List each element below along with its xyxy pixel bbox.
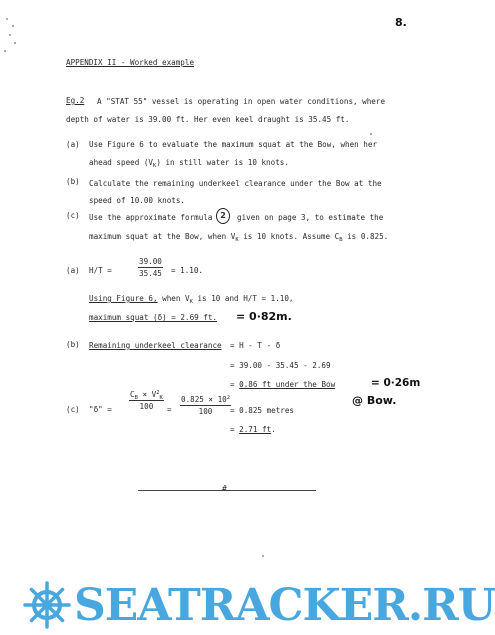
question-b-label: (b) (66, 177, 80, 186)
answer-c-final: = 2.71 ft. (230, 425, 276, 434)
answer-b-label: (b) (66, 340, 80, 349)
question-c-label: (c) (66, 211, 80, 220)
answer-b-eq-2: = 39.00 - 35.45 - 2.69 (230, 361, 331, 370)
fraction-numerator: $C_B \times V^2_K$ (130, 390, 163, 401)
question-c-line-1-pre: Use the approximate formula (89, 213, 213, 222)
fraction-numerator: 39.00 (139, 257, 162, 266)
answer-c-equals: = (167, 405, 172, 414)
answer-a-line-3: maximum squat (δ) = 2.69 ft. (89, 313, 218, 322)
answer-c-lhs: "δ" = (89, 405, 112, 414)
answer-a-lhs: H/T = (89, 266, 112, 275)
answer-b-title: Remaining underkeel clearance (89, 341, 222, 350)
fraction-denominator: 100 (139, 402, 154, 411)
watermark (22, 578, 495, 634)
scan-speck (14, 42, 16, 44)
answer-a-label: (a) (66, 266, 80, 275)
question-a-line-2: ahead speed $(V_K)$ in still water is 10 knots. (89, 158, 289, 169)
scan-speck (9, 34, 11, 36)
answer-b-eq-3: = 0.86 ft under the Bow (230, 380, 336, 389)
answer-a-line-2: Using Figure 6, when $V_K$ is 10 and H/T = 1.10, (89, 294, 294, 305)
question-b-line-2: speed of 10.00 knots. (89, 196, 186, 205)
answer-c-fraction-2 (180, 395, 231, 416)
appendix-heading: APPENDIX II - Worked example (66, 58, 195, 67)
question-a-label: (a) (66, 140, 80, 149)
intro-line-1: A "STAT 55" vessel is operating in open water conditions, where (97, 97, 386, 106)
end-divider (138, 490, 316, 491)
circled-formula-number: 2 (216, 208, 230, 224)
handwritten-clearance-metres: = 0·26m (371, 377, 421, 389)
fraction-denominator: 100 (198, 407, 213, 416)
answer-c-fraction-1 (129, 390, 164, 411)
example-label: Eg.2 (66, 96, 85, 105)
question-b-line-1: Calculate the remaining underkeel clearance under the Bow at the (89, 179, 382, 188)
scan-speck (12, 25, 14, 27)
answer-a-rhs: = 1.10. (171, 266, 204, 275)
page-number: 8. (395, 16, 407, 29)
handwritten-at-bow: @ Bow. (352, 394, 397, 407)
intro-line-2: depth of water is 39.00 ft. Her even keel draught is 35.45 ft. (66, 115, 350, 124)
scan-speck (370, 133, 372, 135)
end-mark: # (222, 484, 227, 493)
answer-b-eq-1: = H - T - δ (230, 341, 281, 350)
scan-speck (262, 555, 264, 557)
answer-c-rhs: = 0.825 metres (230, 406, 295, 415)
fraction-denominator: 35.45 (139, 269, 162, 278)
question-a-line-1: Use Figure 6 to evaluate the maximum squat at the Bow, when her (89, 140, 378, 149)
answer-c-label: (c) (66, 405, 80, 414)
answer-a-fraction (138, 257, 163, 278)
ship-wheel-icon (22, 580, 72, 630)
watermark-text: SEATRACKER.RU (74, 580, 495, 631)
question-c-line-2: maximum squat at the Bow, when $V_K$ is 10 knots. Assume $C_B$ is 0.825. (89, 232, 389, 243)
scan-speck (6, 18, 8, 20)
scan-speck (4, 50, 6, 52)
handwritten-squat-metres: = 0·82m. (236, 310, 292, 323)
question-c-line-1-post: given on page 3, to estimate the (237, 213, 384, 222)
fraction-numerator: $0.825 \times 10^2$ (181, 395, 231, 404)
